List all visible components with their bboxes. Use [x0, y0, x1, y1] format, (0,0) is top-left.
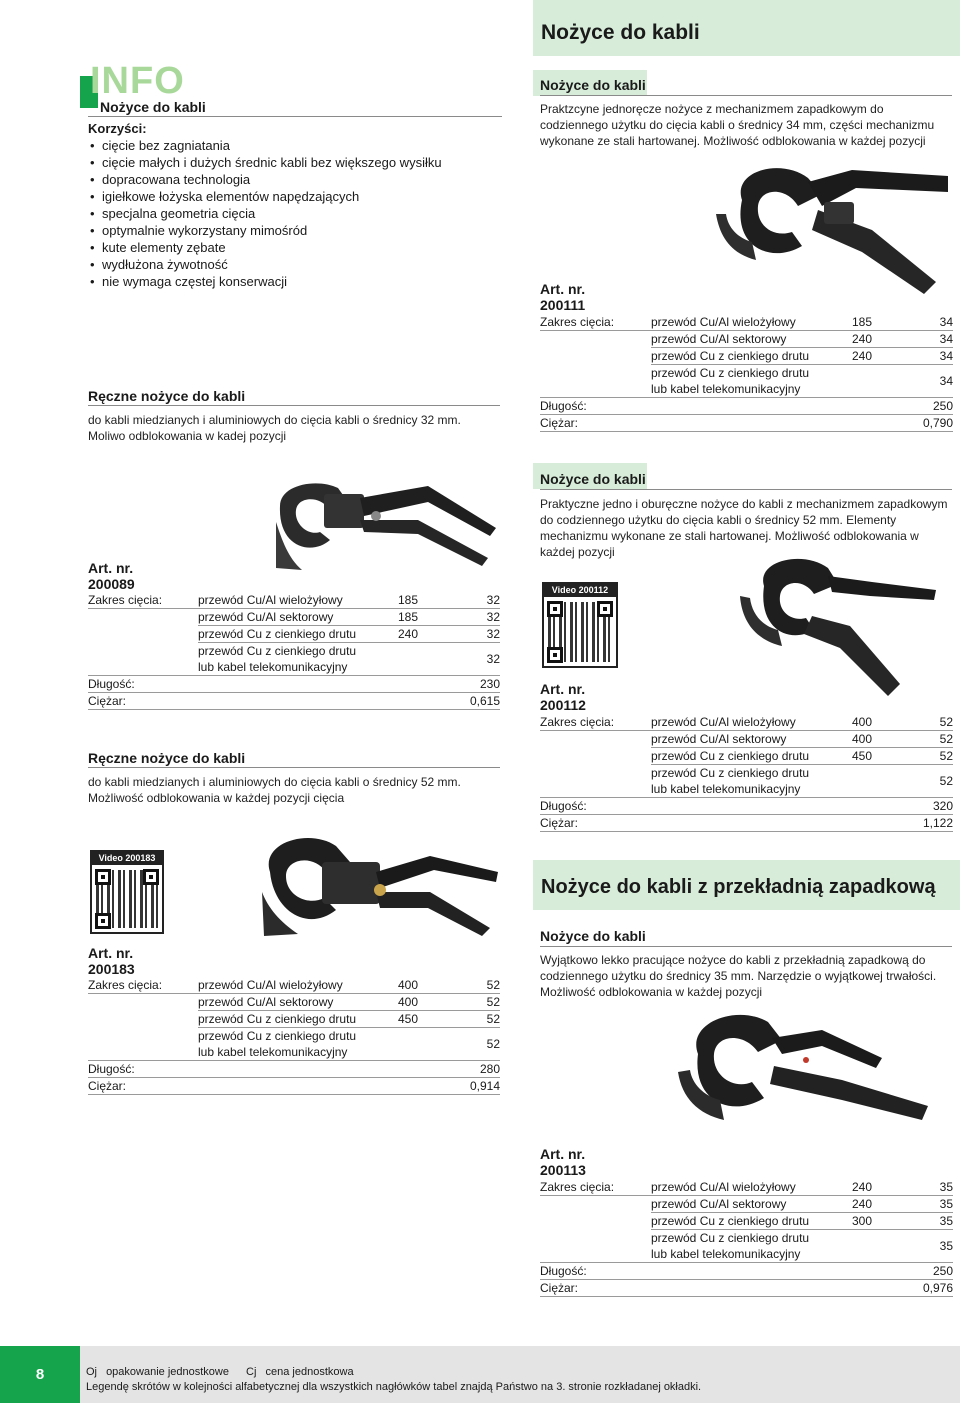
cell-value-a: 240: [398, 627, 419, 641]
cell-label-2: lub kabel telekomunikacyjny: [198, 660, 348, 674]
cell-value-b: 52: [939, 732, 953, 746]
cell-value-b: 34: [939, 315, 953, 329]
qr-code[interactable]: [90, 850, 164, 934]
qr-code[interactable]: [542, 582, 618, 668]
heading-rule: [540, 95, 952, 96]
weight-label: Ciężar:: [540, 816, 579, 830]
video-label: Video 200183: [92, 852, 162, 865]
cell-label-2: lub kabel telekomunikacyjny: [651, 382, 801, 396]
cell-value-b: 52: [939, 715, 953, 729]
info-box: [80, 60, 502, 300]
video-label: Video 200112: [544, 584, 616, 597]
spec-table: [540, 314, 953, 430]
cable-cutter-image: [700, 556, 940, 706]
cell-label: przewód Cu/Al wielożyłowy: [651, 715, 796, 729]
table-row: [198, 994, 500, 1011]
list-item: • kute elementy zębate: [88, 239, 502, 256]
cell-label: przewód Cu z cienkiego drutu: [198, 644, 357, 658]
length-value: 280: [479, 1062, 500, 1076]
table-row: [651, 1213, 953, 1230]
cell-value-b: 32: [486, 627, 500, 641]
table-row: [540, 714, 953, 731]
cell-value-b: 32: [486, 593, 500, 607]
cable-cutter-image: [250, 832, 500, 942]
cell-label: przewód Cu z cienkiego drutu: [651, 1231, 810, 1245]
table-row: [651, 348, 953, 365]
weight-value: 0,914: [469, 1079, 500, 1093]
art-nr-label: Art. nr.: [540, 281, 586, 297]
section-title-bar: [533, 860, 960, 910]
abbr-code: Oj: [86, 1366, 97, 1378]
art-nr-label: Art. nr.: [88, 560, 134, 576]
weight-value: 0,790: [922, 416, 953, 430]
info-title-rule: [88, 116, 502, 117]
table-row: [198, 609, 500, 626]
cell-value-b: 35: [939, 1239, 953, 1253]
cell-value-a: 185: [398, 610, 419, 624]
cell-label: przewód Cu z cienkiego drutu: [198, 627, 357, 641]
weight-value: 1,122: [922, 816, 953, 830]
page-title: Nożyce do kabli: [541, 21, 700, 44]
cell-value-a: 240: [852, 349, 873, 363]
table-row: [540, 1179, 953, 1196]
weight-label: Ciężar:: [540, 416, 579, 430]
cell-label: przewód Cu z cienkiego drutu: [651, 1214, 810, 1228]
heading-rule: [88, 405, 500, 406]
table-row: [88, 1078, 500, 1095]
length-value: 320: [932, 799, 953, 813]
cell-value-b: 35: [939, 1180, 953, 1194]
weight-label: Ciężar:: [88, 694, 127, 708]
cell-value-a: 300: [852, 1214, 873, 1228]
page-number: 8: [0, 1346, 80, 1403]
page-header-bar: [533, 0, 960, 56]
cable-cutter-image: [712, 160, 952, 300]
cell-label: przewód Cu z cienkiego drutu: [198, 1029, 357, 1043]
product-heading: Ręczne nożyce do kabli: [88, 388, 246, 404]
zakres-label: Zakres cięcia:: [88, 978, 163, 992]
cell-value-a: 400: [852, 715, 873, 729]
cell-label: przewód Cu z cienkiego drutu: [651, 366, 810, 380]
product-description: Praktzcyne jednoręcze nożyce z mechanizmem zapadkowym do codziennego użytku do cięcia kabli o średnicy 34 mm, części mechanizmu wykonane ze stali hartowanej. Możliwość odblokowania w każdej pozycji: [540, 102, 935, 148]
table-row: [540, 1230, 953, 1263]
zakres-label: Zakres cięcia:: [540, 1180, 615, 1194]
cell-label: przewód Cu/Al sektorowy: [198, 610, 334, 624]
footer-abbreviations: [86, 1366, 354, 1378]
zakres-label: Zakres cięcia:: [540, 715, 615, 729]
cell-value-a: 400: [398, 978, 419, 992]
art-nr-value: 200111: [540, 297, 586, 313]
heading-rule: [88, 767, 500, 768]
list-item: • nie wymaga częstej konserwacji: [88, 273, 502, 290]
list-item: • dopracowana technologia: [88, 171, 502, 188]
length-value: 250: [932, 1264, 953, 1278]
art-nr-value: 200089: [88, 576, 135, 592]
cell-value-a: 185: [398, 593, 419, 607]
table-row: [88, 1061, 500, 1078]
cell-label-2: lub kabel telekomunikacyjny: [198, 1045, 348, 1059]
cell-value-b: 52: [939, 749, 953, 763]
benefits-label: Korzyści:: [88, 121, 147, 136]
qr-finder: [547, 647, 563, 663]
qr-finder: [95, 913, 111, 929]
table-row: [540, 314, 953, 331]
cell-value-b: 32: [486, 610, 500, 624]
cell-value-b: 35: [939, 1197, 953, 1211]
cell-value-a: 240: [852, 1180, 873, 1194]
cell-value-a: 450: [852, 749, 873, 763]
art-nr-value: 200113: [540, 1162, 586, 1178]
abbr-code: Cj: [246, 1366, 257, 1378]
product-heading: Ręczne nożyce do kabli: [88, 750, 246, 766]
zakres-label: Zakres cięcia:: [88, 593, 163, 607]
table-row: [651, 331, 953, 348]
cell-value-b: 34: [939, 332, 953, 346]
cell-value-a: 185: [852, 315, 873, 329]
table-row: [540, 398, 953, 415]
weight-label: Ciężar:: [540, 1281, 579, 1295]
art-nr-value: 200183: [88, 961, 135, 977]
cell-value-b: 34: [939, 349, 953, 363]
spec-table: [88, 592, 500, 708]
cable-cutter-image: [672, 1010, 932, 1128]
cell-value-b: 52: [939, 774, 953, 788]
info-badge: INFO: [90, 60, 185, 102]
length-label: Długość:: [540, 1264, 587, 1278]
abbr-text: cena jednostkowa: [265, 1366, 354, 1378]
table-row: [540, 365, 953, 398]
list-item: • wydłużona żywotność: [88, 256, 502, 273]
cell-value-b: 52: [486, 978, 500, 992]
table-row: [88, 643, 500, 676]
qr-finder: [95, 869, 111, 885]
cell-value-a: 450: [398, 1012, 419, 1026]
cell-value-a: 240: [852, 1197, 873, 1211]
table-row: [88, 592, 500, 609]
footer-note: Legendę skrótów w kolejności alfabetycznej dla wszystkich nagłówków tabel znajdą Państwo na 3. stronie rozkładanej okładki.: [86, 1381, 702, 1393]
length-label: Długość:: [88, 1062, 135, 1076]
cell-label: przewód Cu/Al sektorowy: [651, 332, 787, 346]
length-label: Długość:: [540, 399, 587, 413]
list-item: • igiełkowe łożyska elementów napędzających: [88, 188, 502, 205]
cell-label: przewód Cu/Al wielożyłowy: [651, 1180, 796, 1194]
cell-label: przewód Cu z cienkiego drutu: [651, 349, 810, 363]
abbr-text: opakowanie jednostkowe: [106, 1366, 229, 1378]
art-nr-label: Art. nr.: [88, 945, 134, 961]
table-row: [88, 693, 500, 710]
length-label: Długość:: [88, 677, 135, 691]
cell-value-a: 400: [852, 732, 873, 746]
info-title: Nożyce do kabli: [100, 99, 206, 115]
table-row: [540, 798, 953, 815]
cable-cutter-image: [268, 476, 500, 576]
benefits-list: [88, 137, 502, 290]
zakres-label: Zakres cięcia:: [540, 315, 615, 329]
cell-value-b: 52: [486, 995, 500, 1009]
table-row: [198, 1011, 500, 1028]
art-nr-label: Art. nr.: [540, 1146, 586, 1162]
list-item: • optymalnie wykorzystany mimośród: [88, 222, 502, 239]
page-footer: [0, 1346, 960, 1403]
list-item: • specjalna geometria cięcia: [88, 205, 502, 222]
spec-table: [540, 1179, 953, 1295]
heading-rule: [540, 946, 952, 947]
table-row: [540, 1280, 953, 1297]
product-heading: Nożyce do kabli: [540, 77, 646, 93]
product-description: do kabli miedzianych i aluminiowych do cięcia kabli o średnicy 32 mm. Moliwo odblokowania w kadej pozycji: [88, 413, 461, 443]
table-row: [88, 1028, 500, 1061]
qr-finder: [547, 601, 563, 617]
table-row: [540, 1263, 953, 1280]
cell-label: przewód Cu/Al sektorowy: [651, 732, 787, 746]
length-value: 230: [479, 677, 500, 691]
table-row: [88, 676, 500, 693]
product-heading: Nożyce do kabli: [540, 471, 646, 487]
art-nr-value: 200112: [540, 697, 586, 713]
cell-label: przewód Cu/Al wielożyłowy: [651, 315, 796, 329]
weight-value: 0,976: [922, 1281, 953, 1295]
cell-label: przewód Cu/Al sektorowy: [198, 995, 334, 1009]
table-row: [651, 1196, 953, 1213]
cell-value-b: 52: [486, 1012, 500, 1026]
cell-value-a: 400: [398, 995, 419, 1009]
table-row: [540, 765, 953, 798]
section-title: Nożyce do kabli z przekładnią zapadkową: [541, 876, 936, 898]
product-heading: Nożyce do kabli: [540, 928, 646, 944]
cell-label-2: lub kabel telekomunikacyjny: [651, 1247, 801, 1261]
cell-label: przewód Cu/Al wielożyłowy: [198, 978, 343, 992]
cell-label: przewód Cu z cienkiego drutu: [651, 749, 810, 763]
cell-value-b: 52: [486, 1037, 500, 1051]
cell-label: przewód Cu/Al sektorowy: [651, 1197, 787, 1211]
list-item: • cięcie bez zagniatania: [88, 137, 502, 154]
table-row: [651, 748, 953, 765]
weight-value: 0,615: [469, 694, 500, 708]
art-nr-label: Art. nr.: [540, 681, 586, 697]
table-row: [540, 815, 953, 832]
cell-label: przewód Cu z cienkiego drutu: [198, 1012, 357, 1026]
heading-rule: [540, 489, 952, 490]
table-row: [198, 626, 500, 643]
table-row: [651, 731, 953, 748]
qr-finder: [597, 601, 613, 617]
cell-label-2: lub kabel telekomunikacyjny: [651, 782, 801, 796]
table-row: [88, 977, 500, 994]
cell-label: przewód Cu z cienkiego drutu: [651, 766, 810, 780]
product-description: do kabli miedzianych i aluminiowych do cięcia kabli o średnicy 52 mm. Możliwość odblokowania w każdej pozycji cięcia: [88, 775, 461, 805]
cell-value-b: 34: [939, 374, 953, 388]
spec-table: [88, 977, 500, 1093]
length-value: 250: [932, 399, 953, 413]
cell-value-a: 240: [852, 332, 873, 346]
cell-value-b: 32: [486, 652, 500, 666]
product-description: Wyjątkowo lekko pracujące nożyce do kabli z przekładnią zapadkową do codziennego użytku do średnicy 35 mm. Narzędzie o wyjątkowej trwałości. Możliwość odblokowania w każdej pozycji: [540, 953, 937, 999]
table-row: [540, 415, 953, 432]
product-description: Praktyczne jedno i oburęczne nożyce do kabli z mechanizmem zapadkowym do codziennego użytku do cięcia kabli o średnicy 52 mm. Elementy mechanizmu wykonane ze stali hartowanej. Możliwość odblokowania w każdej pozycji: [540, 497, 948, 559]
length-label: Długość:: [540, 799, 587, 813]
weight-label: Ciężar:: [88, 1079, 127, 1093]
qr-finder: [143, 869, 159, 885]
spec-table: [540, 714, 953, 830]
cell-label: przewód Cu/Al wielożyłowy: [198, 593, 343, 607]
cell-value-b: 35: [939, 1214, 953, 1228]
list-item: • cięcie małych i dużych średnic kabli bez większego wysiłku: [88, 154, 502, 171]
